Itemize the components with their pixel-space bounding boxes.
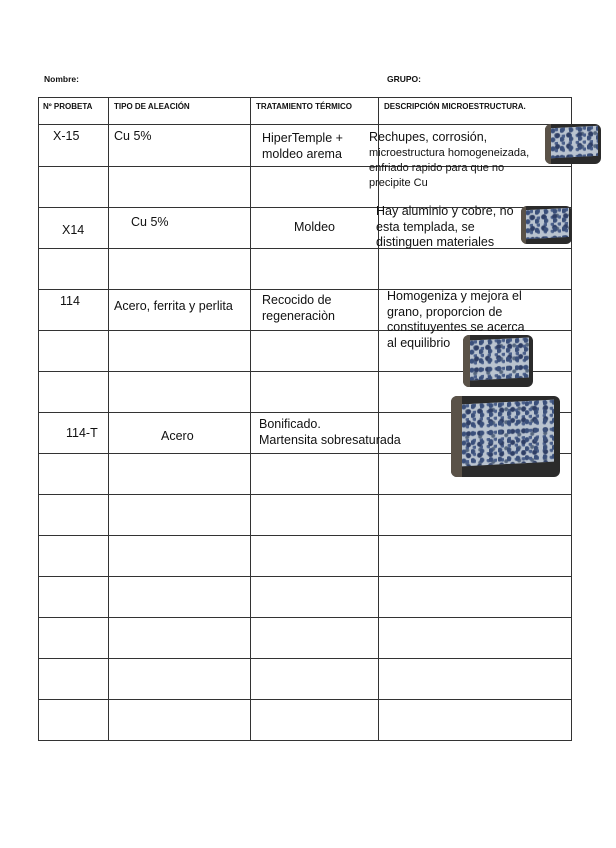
cell-probeta: 114 (60, 294, 80, 308)
cell-tratamiento: regeneraciòn (262, 309, 335, 323)
row-line (38, 617, 572, 618)
row-line (38, 699, 572, 700)
cell-descripcion: Homogeniza y mejora el (387, 289, 522, 303)
col-header-probeta: Nº PROBETA (43, 102, 93, 111)
cell-descripcion: distinguen materiales (376, 235, 495, 249)
cell-tratamiento: Bonificado. (259, 417, 321, 431)
cell-tratamiento: Recocido de (262, 293, 332, 307)
table-border-bottom (38, 740, 572, 741)
table-border-left (38, 97, 39, 741)
row-line (38, 494, 572, 495)
cell-aleacion: Acero (161, 429, 194, 443)
cell-probeta: 114-T (66, 426, 98, 440)
row-line (38, 124, 572, 125)
table-border-right (571, 97, 572, 741)
row-line (38, 576, 572, 577)
row-line (38, 658, 572, 659)
col-divider-3 (378, 97, 379, 741)
cell-descripcion: microestructura homogeneizada, (369, 147, 530, 159)
cell-descripcion: Rechupes, corrosión, (369, 130, 488, 144)
cell-descripcion: constituyentes se acerca (387, 320, 525, 334)
cell-descripcion: grano, proporcion de (387, 305, 503, 319)
grupo-label: GRUPO: (387, 74, 421, 84)
col-divider-2 (250, 97, 251, 741)
cell-descripcion: Hay aluminio y cobre, no (376, 204, 514, 218)
col-header-tratamiento: TRATAMIENTO TÉRMICO (256, 102, 352, 111)
cell-descripcion: enfriado rapido para que no (369, 162, 505, 174)
cell-probeta: X14 (62, 223, 85, 237)
microstructure-photo-icon (463, 335, 533, 387)
cell-tratamiento: moldeo arema (262, 147, 342, 161)
cell-tratamiento: HiperTemple + (262, 131, 343, 145)
cell-aleacion: Acero, ferrita y perlita (114, 299, 233, 313)
nombre-label: Nombre: (44, 74, 79, 84)
cell-tratamiento: Moldeo (294, 220, 335, 234)
cell-descripcion: esta templada, se (376, 220, 475, 234)
col-header-aleacion: TIPO DE ALEACIÓN (114, 102, 190, 111)
row-line (38, 535, 572, 536)
col-divider-1 (108, 97, 109, 741)
cell-aleacion: Cu 5% (131, 215, 169, 229)
cell-descripcion: precipite Cu (369, 177, 428, 189)
table-border-top (38, 97, 572, 98)
col-header-descripcion: DESCRIPCIÓN MICROESTRUCTURA. (384, 102, 526, 111)
microstructure-photo-icon (545, 124, 601, 164)
cell-descripcion: al equilibrio (387, 336, 451, 350)
microstructure-photo-icon (521, 206, 572, 244)
cell-aleacion: Cu 5% (114, 129, 152, 143)
microstructure-photo-icon (451, 396, 560, 477)
cell-probeta: X-15 (53, 129, 80, 143)
cell-tratamiento: Martensita sobresaturada (259, 433, 401, 447)
